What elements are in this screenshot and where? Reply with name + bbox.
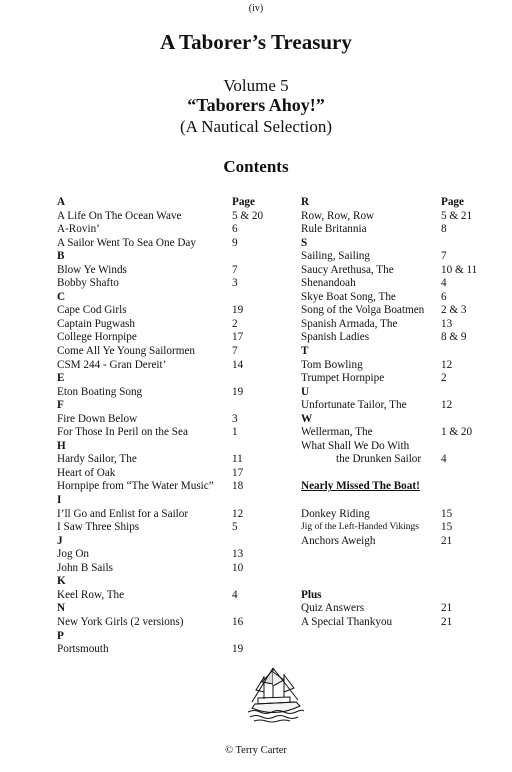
letter-heading: [57, 602, 287, 616]
contents-entry: [301, 210, 501, 224]
heading-text: T: [301, 345, 309, 358]
contents-entry: [57, 223, 287, 237]
page-column-header: Page: [441, 196, 464, 208]
entry-page: 2: [232, 317, 238, 330]
spacer-row: [301, 467, 501, 481]
ship-icon: [246, 662, 304, 724]
entry-page: 18: [232, 480, 244, 493]
entry-title: A Sailor Went To Sea One Day: [57, 236, 196, 249]
entry-title: A-Rovin’: [57, 223, 100, 236]
entry-page: 16: [232, 615, 244, 628]
entry-title: Eton Boating Song: [57, 385, 143, 398]
entry-title: CSM 244 - Gran Dereit’: [57, 358, 167, 371]
entry-title: Shenandoah: [301, 277, 356, 290]
heading-text: U: [301, 385, 310, 398]
letter-heading: [57, 291, 287, 305]
entry-page: 4: [441, 277, 447, 290]
entry-page: 19: [232, 643, 244, 656]
contents-entry: [301, 223, 501, 237]
entry-title: Skye Boat Song, The: [301, 290, 396, 303]
entry-page: 1: [232, 426, 238, 439]
entry-page: 6: [232, 223, 238, 236]
contents-entry: [57, 210, 287, 224]
heading-text: Plus: [301, 588, 322, 601]
entry-page: 2 & 3: [441, 304, 467, 317]
entry-page: 21: [441, 602, 453, 615]
heading-text: F: [57, 399, 64, 412]
entry-page: 1 & 20: [441, 426, 473, 439]
entry-title: Rule Britannia: [301, 223, 367, 236]
column-header-row: [301, 196, 501, 210]
entry-page: 19: [232, 304, 244, 317]
entry-title: Anchors Aweigh: [301, 534, 376, 547]
letter-heading: [57, 535, 287, 549]
entry-page: 5 & 21: [441, 209, 473, 222]
contents-entry: [57, 589, 287, 603]
contents-entry: [57, 318, 287, 332]
entry-page: 6: [441, 290, 447, 303]
entry-title: For Those In Peril on the Sea: [57, 426, 188, 439]
entry-title: College Hornpipe: [57, 331, 137, 344]
entry-page: 2: [441, 372, 447, 385]
entry-title: Spanish Armada, The: [301, 317, 398, 330]
entry-title: Jig of the Left-Handed Vikings: [301, 522, 419, 533]
contents-entry: [57, 304, 287, 318]
contents-entry: [301, 453, 501, 467]
entry-page: 17: [232, 466, 244, 479]
entry-page: 9: [232, 236, 238, 249]
entry-title: Wellerman, The: [301, 426, 373, 439]
contents-entry: [301, 250, 501, 264]
contents-entry: [301, 399, 501, 413]
heading-text: P: [57, 629, 64, 642]
entry-page: 3: [232, 412, 238, 425]
letter-heading: [57, 440, 287, 454]
letter-heading: [57, 494, 287, 508]
entry-title: Portsmouth: [57, 643, 109, 656]
entry-page: 3: [232, 277, 238, 290]
heading-text: N: [57, 602, 66, 615]
entry-title: Sailing, Sailing: [301, 250, 370, 263]
letter-heading: [57, 372, 287, 386]
entry-title: Row, Row, Row: [301, 209, 375, 222]
entry-title: Jog On: [57, 548, 90, 561]
letter-heading: [57, 630, 287, 644]
entry-title: Come All Ye Young Sailormen: [57, 345, 195, 358]
contents-entry: [57, 480, 287, 494]
entry-title: Captain Pugwash: [57, 317, 135, 330]
entry-title: Bobby Shafto: [57, 277, 119, 290]
copyright: © Terry Carter: [225, 745, 287, 756]
entry-page: 12: [441, 399, 453, 412]
contents-entry: [57, 331, 287, 345]
entry-page: 8: [441, 223, 447, 236]
entry-title: Unfortunate Tailor, The: [301, 399, 407, 412]
letter-heading: [57, 250, 287, 264]
contents-entry: [301, 440, 501, 454]
letter-heading: [57, 399, 287, 413]
entry-title: Keel Row, The: [57, 588, 125, 601]
contents-entry: [57, 264, 287, 278]
entry-page: 12: [232, 507, 244, 520]
entry-title: Saucy Arethusa, The: [301, 263, 394, 276]
contents-entry: [301, 359, 501, 373]
selection-label: (A Nautical Selection): [179, 117, 332, 136]
contents-entry: [301, 304, 501, 318]
entry-title: Quiz Answers: [301, 602, 365, 615]
entry-page: 15: [441, 507, 453, 520]
entry-title: Song of the Volga Boatmen: [301, 304, 425, 317]
spacer-row: [301, 575, 501, 589]
entry-page: 13: [232, 548, 244, 561]
contents-right-column: [301, 196, 501, 630]
letter-heading: [301, 237, 501, 251]
contents-entry: [57, 562, 287, 576]
entry-title: I Saw Three Ships: [57, 521, 140, 534]
letter-heading: [301, 386, 501, 400]
contents-entry: [57, 386, 287, 400]
contents-entry: [57, 453, 287, 467]
entry-title: Blow Ye Winds: [57, 263, 127, 276]
entry-page: 14: [232, 358, 244, 371]
heading-text: K: [57, 575, 66, 588]
entry-page: 19: [232, 385, 244, 398]
contents-entry: [301, 264, 501, 278]
contents-entry: [57, 643, 287, 657]
contents-entry: [57, 521, 287, 535]
entry-title: Trumpet Hornpipe: [301, 372, 385, 385]
entry-title: New York Girls (2 versions): [57, 615, 184, 628]
contents-entry: [301, 318, 501, 332]
contents-entry: [57, 237, 287, 251]
contents-entry: [301, 426, 501, 440]
page-column-header: Page: [232, 196, 255, 208]
contents-entry: [57, 277, 287, 291]
spacer-row: [301, 548, 501, 562]
heading-text: B: [57, 250, 65, 263]
contents-entry: [301, 291, 501, 305]
page-number: (iv): [248, 3, 264, 14]
entry-page: 11: [232, 453, 243, 466]
entry-title: A Special Thankyou: [301, 615, 393, 628]
contents-left-column: [57, 196, 287, 657]
letter-heading: [301, 345, 501, 359]
contents-entry: [57, 413, 287, 427]
entry-title: I’ll Go and Enlist for a Sailor: [57, 507, 189, 520]
entry-page: 5 & 20: [232, 209, 264, 222]
contents-entry: [57, 508, 287, 522]
contents-entry: [57, 426, 287, 440]
entry-title: Tom Bowling: [301, 358, 363, 371]
contents-entry: [301, 535, 501, 549]
entry-page: 5: [232, 521, 238, 534]
contents-entry: [301, 277, 501, 291]
entry-title: What Shall We Do With: [301, 439, 410, 452]
entry-page: 21: [441, 615, 453, 628]
entry-title: Cape Cod Girls: [57, 304, 127, 317]
contents-entry: [301, 508, 501, 522]
letter-heading: [301, 413, 501, 427]
entry-page: 8 & 9: [441, 331, 467, 344]
heading-text: C: [57, 290, 66, 303]
entry-title: Heart of Oak: [57, 466, 116, 479]
letter-heading: [57, 575, 287, 589]
contents-entry: [57, 345, 287, 359]
contents-entry: [301, 331, 501, 345]
entry-page: 4: [232, 588, 238, 601]
entry-page: 7: [441, 250, 447, 263]
contents-entry: [57, 548, 287, 562]
contents-entry: [57, 359, 287, 373]
entry-page: 10: [232, 561, 244, 574]
heading-text: E: [57, 372, 65, 385]
heading-text: A: [57, 196, 66, 208]
contents-entry: [301, 372, 501, 386]
heading-text: S: [301, 236, 308, 249]
spacer-row: [301, 494, 501, 508]
section-heading: [301, 480, 501, 494]
heading-text: Nearly Missed The Boat!: [301, 480, 420, 493]
entry-title: Spanish Ladies: [301, 331, 370, 344]
heading-text: J: [57, 534, 63, 547]
spacer-row: [301, 562, 501, 576]
contents-entry: [57, 467, 287, 481]
contents-entry: [301, 521, 501, 535]
entry-title: Donkey Riding: [301, 507, 370, 520]
entry-page: 15: [441, 521, 453, 534]
contents-entry: [301, 602, 501, 616]
entry-page: 21: [441, 534, 453, 547]
entry-page: 7: [232, 263, 238, 276]
entry-page: 4: [441, 453, 447, 466]
contents-entry: [57, 616, 287, 630]
entry-title: John B Sails: [57, 561, 113, 574]
entry-page: 10 & 11: [441, 263, 478, 276]
contents-entry: [301, 616, 501, 630]
entry-title: Hardy Sailor, The: [57, 453, 137, 466]
entry-page: 12: [441, 358, 453, 371]
column-header-row: [57, 196, 287, 210]
entry-page: 17: [232, 331, 244, 344]
entry-title: Fire Down Below: [57, 412, 138, 425]
entry-page: 13: [441, 317, 453, 330]
entry-title: the Drunken Sailor: [336, 453, 422, 466]
heading-text: W: [301, 412, 313, 425]
volume-subtitle: “Taborers Ahoy!”: [187, 95, 325, 115]
heading-text: H: [57, 439, 66, 452]
heading-text: R: [301, 196, 310, 208]
page-title: A Taborer’s Treasury: [160, 30, 352, 54]
letter-heading: [301, 589, 501, 603]
entry-page: 7: [232, 345, 238, 358]
contents-heading: Contents: [223, 157, 289, 176]
entry-title: Hornpipe from “The Water Music”: [57, 480, 214, 493]
heading-text: I: [57, 494, 62, 507]
entry-title: A Life On The Ocean Wave: [57, 209, 182, 222]
volume-label: Volume 5: [223, 76, 289, 95]
